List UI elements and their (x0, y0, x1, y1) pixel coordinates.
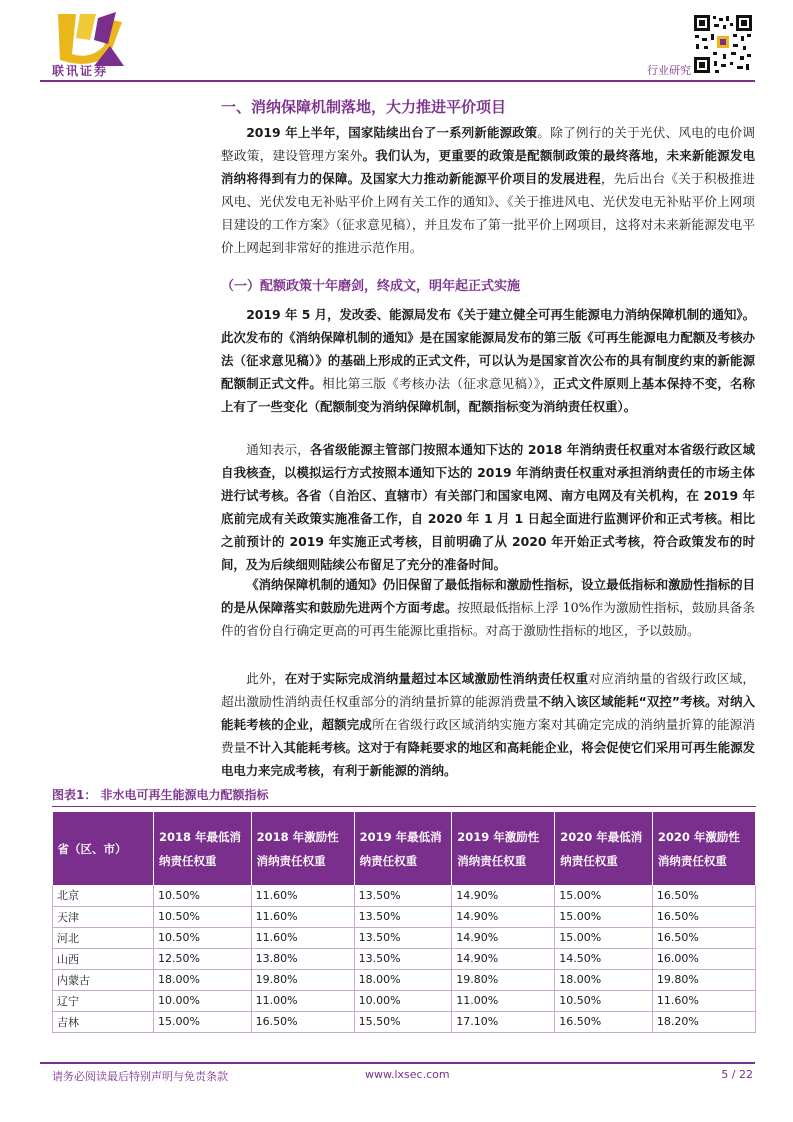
paragraph-notice-release: 2019 年 5 月，发改委、能源局发布《关于建立健全可再生能源电力消纳保障机制的通知》。此次发布的《消纳保障机制的通知》是在国家能源局发布的第三版《可再生能源电力配额及考核办法（征求意见稿）》的基础上形成的正式文件，可以认为是国家首次公布的具有制度约束的新能源配额制正式文件。相比第三版《考核办法（征求意见稿）》，正式文件原则上基本保持不变，名称上有了一些变化（配额制变为消纳保障机制，配额指标变为消纳责任权重）。 (221, 307, 756, 414)
table-cell: 14.50% (555, 948, 653, 969)
table-cell: 10.00% (354, 990, 452, 1011)
table-cell: 11.00% (251, 990, 354, 1011)
column-header: 2018 年最低消纳责任权重 (154, 812, 252, 885)
table-cell: 13.80% (251, 948, 354, 969)
table-cell: 19.80% (652, 969, 755, 990)
table-cell: 19.80% (452, 969, 555, 990)
table-cell: 13.50% (354, 885, 452, 906)
paragraph-indicators: 《消纳保障机制的通知》仍旧保留了最低指标和激励性指标，设立最低指标和激励性指标的目的是从保障落实和鼓励先进两个方面考虑。按照最低指标上浮 10%作为激励性指标，鼓励具备条件的省份自行确定更高的可再生能源比重指标。对高于激励性指标的地区，予以鼓励。 (221, 577, 756, 638)
table-cell: 17.10% (452, 1011, 555, 1032)
table-cell: 10.50% (154, 906, 252, 927)
column-header: 2018 年激励性消纳责任权重 (251, 812, 354, 885)
table-cell: 16.00% (652, 948, 755, 969)
table-cell: 12.50% (154, 948, 252, 969)
report-category: 行业研究 (647, 64, 691, 77)
table-cell: 10.50% (154, 885, 252, 906)
table-cell: 14.90% (452, 885, 555, 906)
table-cell: 14.90% (452, 948, 555, 969)
table-cell: 11.60% (251, 906, 354, 927)
table-cell: 14.90% (452, 927, 555, 948)
column-header: 2019 年激励性消纳责任权重 (452, 812, 555, 885)
footer-website-link[interactable]: www.lxsec.com (365, 1068, 450, 1081)
table-cell: 16.50% (652, 885, 755, 906)
table-cell: 吉林 (53, 1011, 154, 1032)
table-cell: 河北 (53, 927, 154, 948)
column-header: 2020 年最低消纳责任权重 (555, 812, 653, 885)
table-cell: 14.90% (452, 906, 555, 927)
table-cell: 11.60% (652, 990, 755, 1011)
table-cell: 13.50% (354, 906, 452, 927)
table-row (53, 969, 756, 990)
table-cell: 10.50% (555, 990, 653, 1011)
table-cell: 18.00% (555, 969, 653, 990)
table-row (53, 990, 756, 1011)
table-cell: 13.50% (354, 948, 452, 969)
table-cell: 16.50% (652, 906, 755, 927)
table-cell: 辽宁 (53, 990, 154, 1011)
table-cell: 山西 (53, 948, 154, 969)
paragraph-energy-consumption: 此外，在对于实际完成消纳量超过本区域激励性消纳责任权重对应消纳量的省级行政区域，超出激励性消纳责任权重部分的消纳量折算的能源消费量不纳入该区域能耗“双控”考核。对纳入能耗考核的企业，超额完成所在省级行政区域消纳实施方案对其确定完成的消纳量折算的能源消费量不计入其能耗考核。这对于有降耗要求的地区和高耗能企业，将会促使它们采用可再生能源发电电力来完成考核，有利于新能源的消纳。 (221, 671, 756, 778)
paragraph-assessment-timeline: 通知表示，各省级能源主管部门按照本通知下达的 2018 年消纳责任权重对本省级行政区域自我核查，以模拟运行方式按照本通知下达的 2019 年消纳责任权重对承担消纳责任的市场主体进行试考核。各省（自治区、直辖市）有关部门和国家电网、南方电网及有关机构，在 2019 年底前完成有关政策实施准备工作，自 2020 年 1 月 1 日起全面进行监测评价和正式考核。相比之前预计的 2019 年实施正式考核，目前明确了从 2020 年开始正式考核，符合政策发布的时间，及为后续细则陆续公布留足了充分的准备时间。 (221, 442, 755, 572)
table-cell: 18.20% (652, 1011, 755, 1032)
table-cell: 天津 (53, 906, 154, 927)
table-cell: 15.00% (555, 927, 653, 948)
header-divider (40, 80, 755, 82)
section-title: 一、消纳保障机制落地，大力推进平价项目 (221, 98, 507, 116)
table-cell: 19.80% (251, 969, 354, 990)
table-cell: 11.60% (251, 927, 354, 948)
table-row (53, 906, 756, 927)
table-cell: 11.00% (452, 990, 555, 1011)
table-cell: 11.60% (251, 885, 354, 906)
column-header: 2020 年激励性消纳责任权重 (652, 812, 755, 885)
brand-name: 联讯证券 (52, 64, 109, 78)
column-header: 2019 年最低消纳责任权重 (354, 812, 452, 885)
table-cell: 15.00% (555, 906, 653, 927)
table-cell: 10.00% (154, 990, 252, 1011)
table-cell: 13.50% (354, 927, 452, 948)
table-header-row (53, 812, 756, 885)
table-cell: 15.50% (354, 1011, 452, 1032)
table-cell: 内蒙古 (53, 969, 154, 990)
figure-title: 图表1： 非水电可再生能源电力配额指标 (52, 788, 269, 802)
quota-table (52, 812, 756, 1033)
table-cell: 18.00% (154, 969, 252, 990)
figure-title-underline (52, 806, 756, 807)
table-cell: 16.50% (555, 1011, 653, 1032)
table-row (53, 927, 756, 948)
table-cell: 16.50% (251, 1011, 354, 1032)
column-header: 省（区、市） (53, 812, 154, 885)
page-header (0, 0, 793, 82)
table-cell: 北京 (53, 885, 154, 906)
footer-divider (40, 1062, 755, 1064)
page-number: 5 / 22 (721, 1068, 753, 1081)
footer-disclaimer: 请务必阅读最后特别声明与免责条款 (52, 1070, 228, 1083)
table-cell: 18.00% (354, 969, 452, 990)
paragraph-policy-overview: 2019 年上半年，国家陆续出台了一系列新能源政策。除了例行的关于光伏、风电的电价调整政策，建设管理方案外。我们认为，更重要的政策是配额制政策的最终落地，未来新能源发电消纳将得到有力的保障。及国家大力推动新能源平价项目的发展进程，先后出台《关于积极推进风电、光伏发电无补贴平价上网有关工作的通知》、《关于推进风电、光伏发电无补贴平价上网项目建设的工作方案》（征求意见稿），并且发布了第一批平价上网项目，这将对未来新能源发电平价上网起到非常好的推进示范作用。 (221, 125, 756, 255)
qr-code-icon (693, 14, 753, 74)
subsection-title: （一）配额政策十年磨剑，终成文，明年起正式实施 (221, 279, 521, 294)
table-cell: 10.50% (154, 927, 252, 948)
table-cell: 15.00% (154, 1011, 252, 1032)
table-row (53, 1011, 756, 1032)
table-cell: 15.00% (555, 885, 653, 906)
table-row (53, 885, 756, 906)
table-row (53, 948, 756, 969)
table-cell: 16.50% (652, 927, 755, 948)
